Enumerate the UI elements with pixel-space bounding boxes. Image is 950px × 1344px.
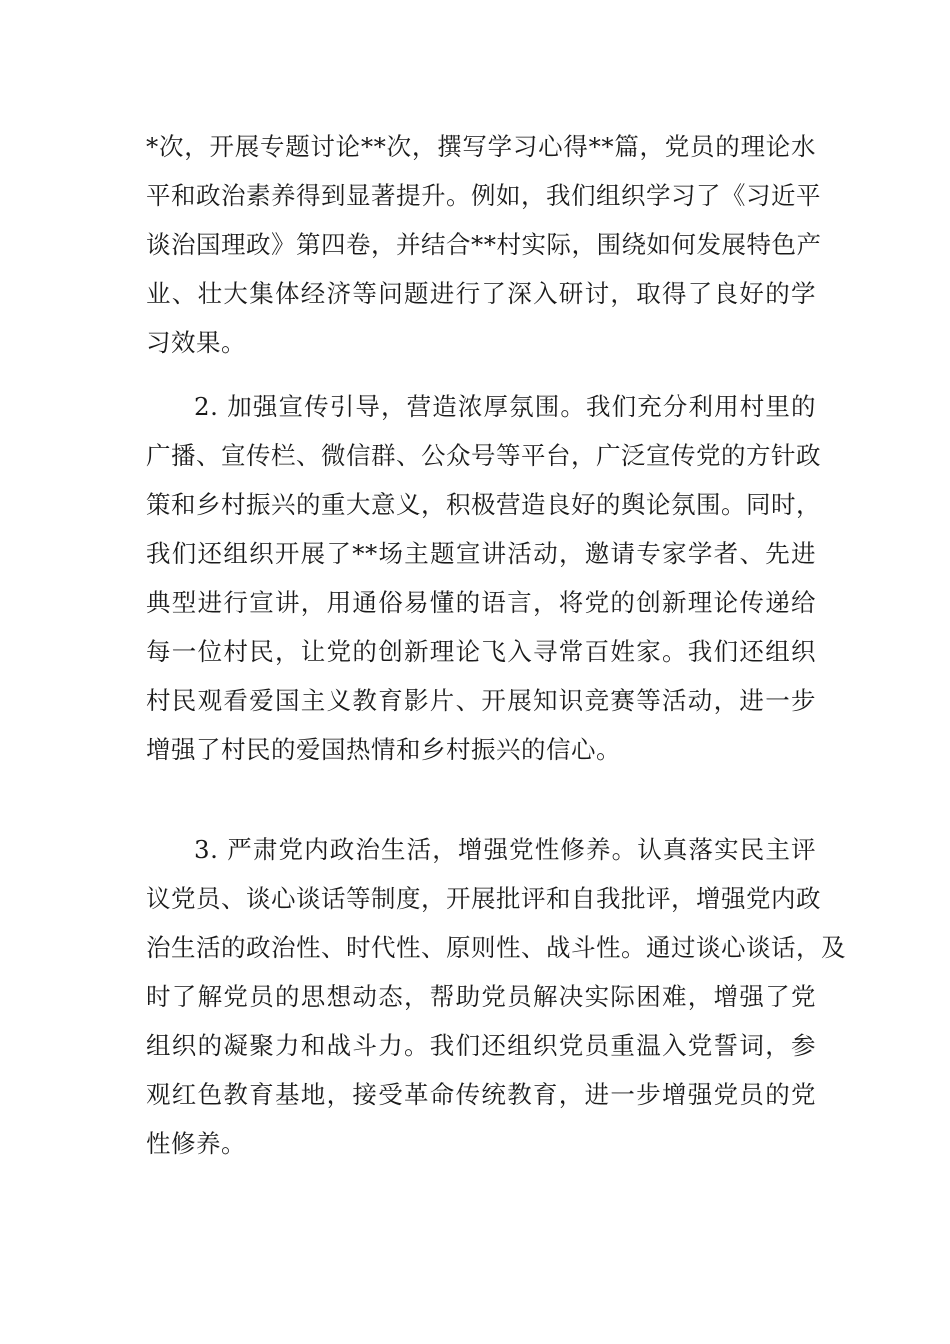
text-line: 广播、宣传栏、微信群、公众号等平台，广泛宣传党的方针政 — [146, 441, 821, 470]
text-line: *次，开展专题讨论**次，撰写学习心得**篇，党员的理论水 — [146, 132, 816, 161]
text-line: 习效果。 — [146, 328, 246, 357]
text-line: 观红色教育基地，接受革命传统教育，进一步增强党员的党 — [146, 1080, 816, 1109]
text-line: 平和政治素养得到显著提升。例如，我们组织学习了《习近平 — [146, 181, 821, 210]
text-line: 谈治国理政》第四卷，并结合**村实际，围绕如何发展特色产 — [146, 230, 822, 259]
text-line: 增强了村民的爱国热情和乡村振兴的信心。 — [146, 735, 621, 764]
text-line: 议党员、谈心谈话等制度，开展批评和自我批评，增强党内政 — [146, 884, 821, 913]
text-line: 每一位村民，让党的创新理论飞入寻常百姓家。我们还组织 — [146, 637, 816, 666]
text-line: 我们还组织开展了**场主题宣讲活动，邀请专家学者、先进 — [146, 539, 816, 568]
text-line: 组织的凝聚力和战斗力。我们还组织党员重温入党誓词，参 — [146, 1031, 816, 1060]
text-line: 业、壮大集体经济等问题进行了深入研讨，取得了良好的学 — [146, 279, 816, 308]
text-line: 3. 严肃党内政治生活，增强党性修养。认真落实民主评 — [194, 835, 816, 864]
text-line: 典型进行宣讲，用通俗易懂的语言，将党的创新理论传递给 — [146, 588, 816, 617]
text-line: 村民观看爱国主义教育影片、开展知识竞赛等活动，进一步 — [146, 686, 816, 715]
text-line: 性修养。 — [146, 1129, 246, 1158]
text-line: 治生活的政治性、时代性、原则性、战斗性。通过谈心谈话，及 — [146, 933, 846, 962]
text-line: 2. 加强宣传引导，营造浓厚氛围。我们充分利用村里的 — [194, 392, 816, 421]
text-line: 策和乡村振兴的重大意义，积极营造良好的舆论氛围。同时， — [146, 490, 821, 519]
text-line: 时了解党员的思想动态，帮助党员解决实际困难，增强了党 — [146, 982, 816, 1011]
